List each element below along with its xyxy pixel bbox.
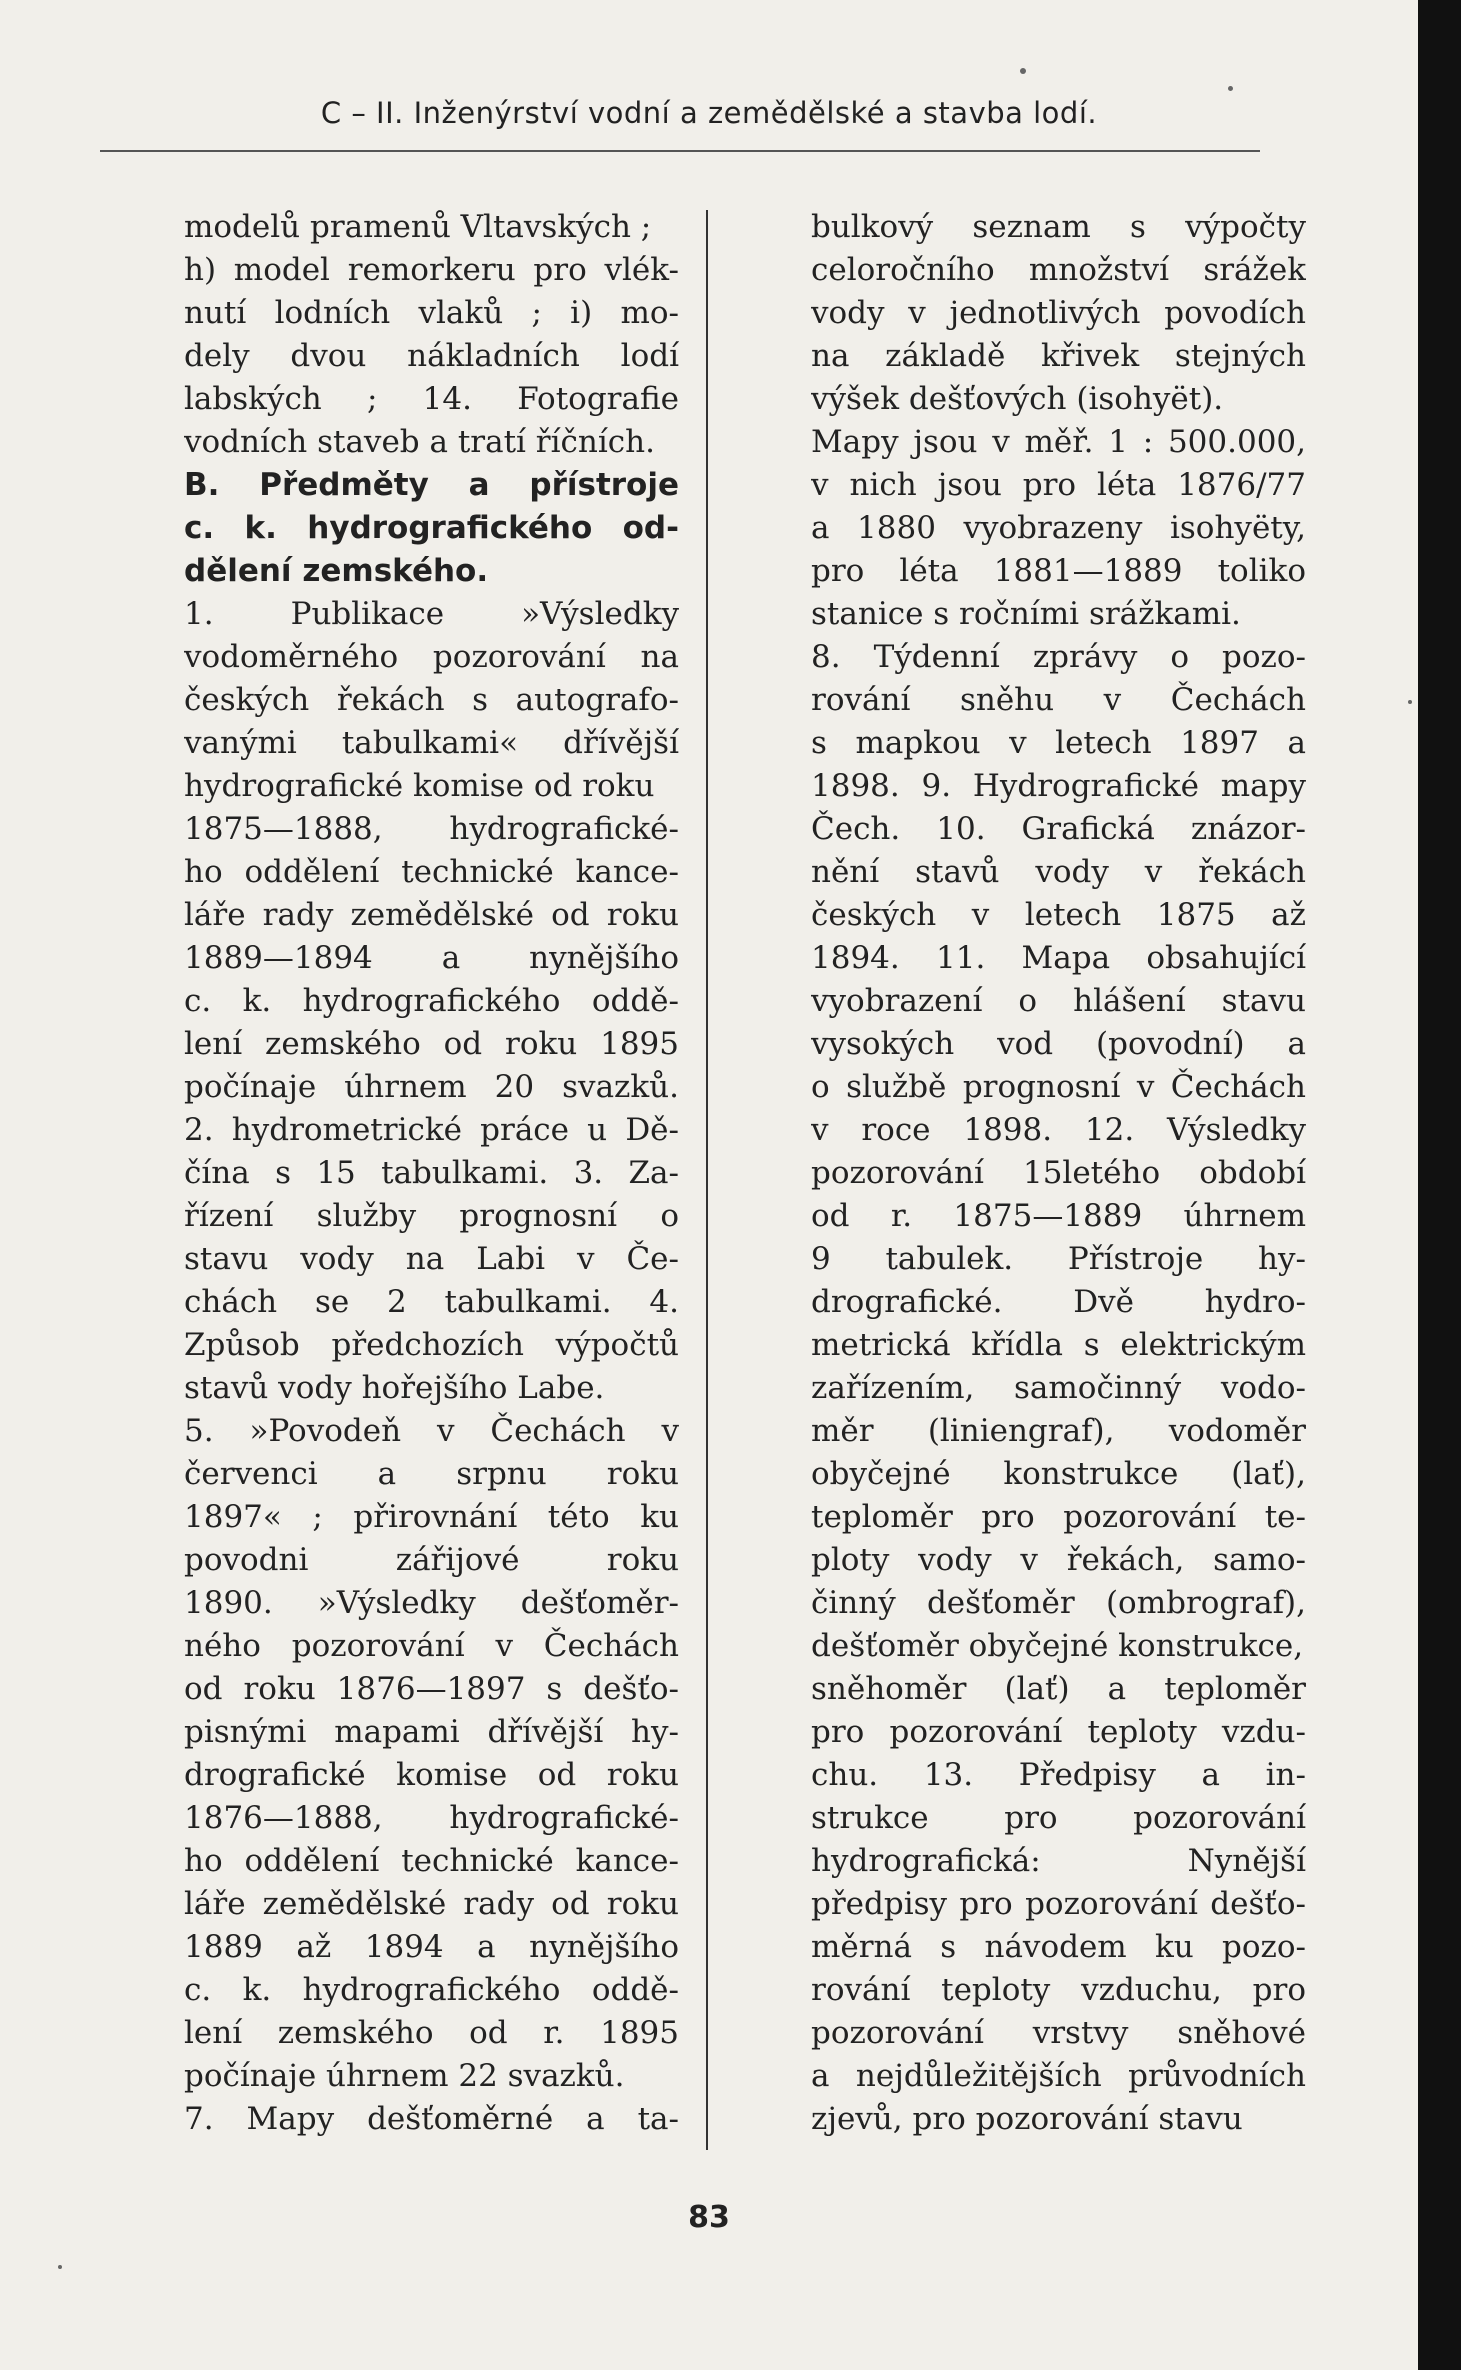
right-text-column	[811, 206, 1306, 2141]
text-line: stavu vody na Labi v Če-	[184, 1241, 679, 1277]
text-line: předpisy pro pozorování dešťo-	[811, 1886, 1306, 1922]
text-line: B. Předměty a přístroje	[184, 467, 679, 503]
text-line: o službě prognosní v Čechách	[811, 1069, 1306, 1105]
paper-speck	[1408, 700, 1412, 704]
text-line: c. k. hydrografického od-	[184, 510, 679, 546]
text-line: 1894. 11. Mapa obsahující	[811, 940, 1306, 976]
text-line: 5. »Povodeň v Čechách v	[184, 1413, 679, 1449]
text-line: hydrografická: Nynější	[811, 1843, 1306, 1879]
text-line: Mapy jsou v měř. 1 : 500.000,	[811, 424, 1306, 460]
text-line: pozorování 15letého období	[811, 1155, 1306, 1191]
text-line: pro pozorování teploty vzdu-	[811, 1714, 1306, 1750]
text-line: čína s 15 tabulkami. 3. Za-	[184, 1155, 679, 1191]
text-line: počínaje úhrnem 22 svazků.	[184, 2058, 625, 2094]
text-line: 2. hydrometrické práce u Dě-	[184, 1112, 679, 1148]
text-line: stanice s ročními srážkami.	[811, 596, 1241, 632]
text-line: vanými tabulkami« dřívější	[184, 725, 679, 761]
text-line: ného pozorování v Čechách	[184, 1628, 679, 1664]
text-line: 1897« ; přirovnání této ku	[184, 1499, 679, 1535]
text-line: modelů pramenů Vltavských ;	[184, 209, 652, 245]
text-line: obyčejné konstrukce (lať),	[811, 1456, 1306, 1492]
text-line: rování teploty vzduchu, pro	[811, 1972, 1306, 2008]
text-line: v roce 1898. 12. Výsledky	[811, 1112, 1306, 1148]
text-line: chu. 13. Předpisy a in-	[811, 1757, 1306, 1793]
text-line: vyobrazení o hlášení stavu	[811, 983, 1306, 1019]
text-line: 8. Týdenní zprávy o pozo-	[811, 639, 1306, 675]
text-line: českých řekách s autografo-	[184, 682, 679, 718]
text-line: a 1880 vyobrazeny isohyëty,	[811, 510, 1306, 546]
text-line: dešťoměr obyčejné konstrukce,	[811, 1628, 1304, 1664]
text-line: činný dešťoměr (ombrograf),	[811, 1585, 1306, 1621]
text-line: ho oddělení technické kance-	[184, 1843, 679, 1879]
text-line: a nejdůležitějších průvodních	[811, 2058, 1306, 2094]
text-line: výšek dešťových (isohyët).	[811, 381, 1224, 417]
paper-speck	[58, 2265, 62, 2269]
text-line: strukce pro pozorování	[811, 1800, 1306, 1836]
scan-edge	[1418, 0, 1461, 2370]
text-line: řízení služby prognosní o	[184, 1198, 679, 1234]
text-line: 1889—1894 a nynějšího	[184, 940, 679, 976]
text-line: celoročního množství srážek	[811, 252, 1306, 288]
text-line: láře zemědělské rady od roku	[184, 1886, 679, 1922]
text-line: dělení zemského.	[184, 553, 489, 589]
text-line: nění stavů vody v řekách	[811, 854, 1306, 890]
text-line: od roku 1876—1897 s dešťo-	[184, 1671, 679, 1707]
text-line: drografické komise od roku	[184, 1757, 679, 1793]
text-line: vodoměrného pozorování na	[184, 639, 679, 675]
text-line: 1. Publikace »Výsledky	[184, 596, 679, 632]
text-line: c. k. hydrografického oddě-	[184, 983, 679, 1019]
text-line: s mapkou v letech 1897 a	[811, 725, 1306, 761]
paper-speck	[1020, 68, 1026, 74]
text-line: 1890. »Výsledky dešťoměr-	[184, 1585, 679, 1621]
text-line: od r. 1875—1889 úhrnem	[811, 1198, 1306, 1234]
text-line: počínaje úhrnem 20 svazků.	[184, 1069, 679, 1105]
text-line: v nich jsou pro léta 1876/77	[811, 467, 1306, 503]
text-line: metrická křídla s elektrickým	[811, 1327, 1306, 1363]
text-line: stavů vody hořejšího Labe.	[184, 1370, 605, 1406]
running-header: C – II. Inženýrství vodní a zemědělské a stavba lodí.	[320, 96, 1098, 130]
text-line: hydrografické komise od roku	[184, 768, 655, 804]
text-line: na základě křivek stejných	[811, 338, 1306, 374]
text-line: měr (liniengraf), vodoměr	[811, 1413, 1306, 1449]
text-line: pisnými mapami dřívější hy-	[184, 1714, 679, 1750]
text-line: chách se 2 tabulkami. 4.	[184, 1284, 679, 1320]
text-line: ho oddělení technické kance-	[184, 854, 679, 890]
text-line: 1875—1888, hydrografické-	[184, 811, 679, 847]
text-line: pro léta 1881—1889 toliko	[811, 553, 1306, 589]
text-line: drografické. Dvě hydro-	[811, 1284, 1306, 1320]
text-line: zařízením, samočinný vodo-	[811, 1370, 1306, 1406]
text-line: labských ; 14. Fotografie	[184, 381, 679, 417]
header-rule	[100, 150, 1260, 152]
column-divider	[706, 210, 708, 2150]
text-line: zjevů, pro pozorování stavu	[811, 2101, 1243, 2137]
text-line: rování sněhu v Čechách	[811, 682, 1306, 718]
text-line: vysokých vod (povodní) a	[811, 1026, 1306, 1062]
text-line: měrná s návodem ku pozo-	[811, 1929, 1306, 1965]
text-line: bulkový seznam s výpočty	[811, 209, 1306, 245]
text-line: Způsob předchozích výpočtů	[184, 1327, 679, 1363]
text-line: 7. Mapy dešťoměrné a ta-	[184, 2101, 679, 2137]
text-line: červenci a srpnu roku	[184, 1456, 679, 1492]
text-line: sněhoměr (lať) a teploměr	[811, 1671, 1306, 1707]
text-line: ploty vody v řekách, samo-	[811, 1542, 1306, 1578]
text-line: lení zemského od r. 1895	[184, 2015, 679, 2051]
text-line: c. k. hydrografického oddě-	[184, 1972, 679, 2008]
text-line: h) model remorkeru pro vlék-	[184, 252, 679, 288]
paper-speck	[1228, 86, 1233, 91]
text-line: 1898. 9. Hydrografické mapy	[811, 768, 1306, 804]
text-line: povodni zářijové roku	[184, 1542, 679, 1578]
text-line: 1876—1888, hydrografické-	[184, 1800, 679, 1836]
text-line: Čech. 10. Grafická znázor-	[811, 811, 1306, 847]
text-line: vodních staveb a tratí říčních.	[184, 424, 655, 460]
text-line: pozorování vrstvy sněhové	[811, 2015, 1306, 2051]
text-line: vody v jednotlivých povodích	[811, 295, 1306, 331]
page-number: 83	[688, 2200, 730, 2235]
text-line: 9 tabulek. Přístroje hy-	[811, 1241, 1306, 1277]
text-line: dely dvou nákladních lodí	[184, 338, 679, 374]
left-text-column	[184, 206, 679, 2141]
text-line: láře rady zemědělské od roku	[184, 897, 679, 933]
text-line: teploměr pro pozorování te-	[811, 1499, 1306, 1535]
text-line: nutí lodních vlaků ; i) mo-	[184, 295, 679, 331]
text-line: českých v letech 1875 až	[811, 897, 1306, 933]
text-line: lení zemského od roku 1895	[184, 1026, 679, 1062]
text-line: 1889 až 1894 a nynějšího	[184, 1929, 679, 1965]
